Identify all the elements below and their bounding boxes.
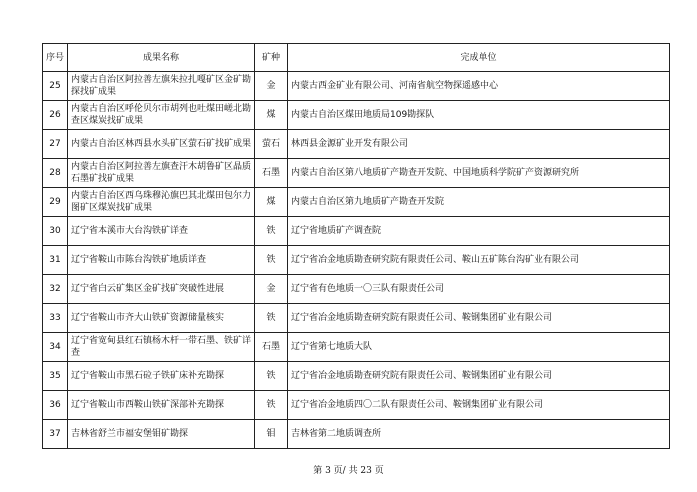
- cell-name: 吉林省舒兰市福安堡钼矿勘探: [68, 420, 255, 449]
- cell-name: 内蒙古自治区阿拉善左旗朱拉扎嘎矿区金矿勘探找矿成果: [68, 72, 255, 101]
- cell-name: 辽宁省鞍山市齐大山铁矿资源储量核实: [68, 304, 255, 333]
- cell-mineral: 铁: [255, 217, 288, 246]
- cell-no: 37: [43, 420, 68, 449]
- cell-mineral: 铁: [255, 362, 288, 391]
- cell-name: 内蒙古自治区呼伦贝尔市胡列也吐煤田嵯北勘查区煤炭找矿成果: [68, 101, 255, 130]
- table-row: [43, 362, 670, 391]
- cell-name: 辽宁省鞍山市陈台沟铁矿地质详查: [68, 246, 255, 275]
- cell-mineral: 金: [255, 72, 288, 101]
- cell-unit: 辽宁省第七地质大队: [288, 333, 670, 362]
- cell-unit: 辽宁省地质矿产调查院: [288, 217, 670, 246]
- table-row: [43, 333, 670, 362]
- cell-no: 32: [43, 275, 68, 304]
- table-body: [43, 72, 670, 449]
- header-mineral: 矿种: [255, 44, 288, 72]
- header-name: 成果名称: [68, 44, 255, 72]
- table-header-row: [43, 44, 670, 72]
- achievement-table: [42, 43, 670, 449]
- cell-unit: 林西县金源矿业开发有限公司: [288, 130, 670, 159]
- cell-name: 辽宁省鞍山市西鞍山铁矿深部补充勘探: [68, 391, 255, 420]
- cell-unit: 内蒙古西金矿业有限公司、河南省航空物探遥感中心: [288, 72, 670, 101]
- cell-unit: 辽宁省冶金地质勘查研究院有限责任公司、鞍钢集团矿业有限公司: [288, 362, 670, 391]
- cell-mineral: 石墨: [255, 333, 288, 362]
- cell-unit: 内蒙古自治区煤田地质局109勘探队: [288, 101, 670, 130]
- cell-name: 辽宁省白云矿集区金矿找矿突破性进展: [68, 275, 255, 304]
- cell-unit: 吉林省第二地质调查所: [288, 420, 670, 449]
- cell-no: 28: [43, 159, 68, 188]
- cell-no: 27: [43, 130, 68, 159]
- cell-name: 辽宁省鞍山市黑石砬子铁矿床补充勘探: [68, 362, 255, 391]
- cell-mineral: 萤石: [255, 130, 288, 159]
- cell-no: 30: [43, 217, 68, 246]
- cell-no: 33: [43, 304, 68, 333]
- cell-mineral: 金: [255, 275, 288, 304]
- cell-mineral: 铁: [255, 246, 288, 275]
- table-row: [43, 159, 670, 188]
- table-row: [43, 217, 670, 246]
- page-number: 第 3 页/ 共 23 页: [313, 466, 384, 476]
- cell-unit: 内蒙古自治区第九地质矿产勘查开发院: [288, 188, 670, 217]
- cell-no: 35: [43, 362, 68, 391]
- cell-name: 内蒙古自治区西乌珠穆沁旗巴其北煤田包尔力图矿区煤炭找矿成果: [68, 188, 255, 217]
- cell-mineral: 煤: [255, 188, 288, 217]
- cell-name: 辽宁省本溪市大台沟铁矿详查: [68, 217, 255, 246]
- table-row: [43, 101, 670, 130]
- cell-unit: 辽宁省冶金地质勘查研究院有限责任公司、鞍山五矿陈台沟矿业有限公司: [288, 246, 670, 275]
- cell-mineral: 铁: [255, 391, 288, 420]
- table-row: [43, 304, 670, 333]
- cell-no: 29: [43, 188, 68, 217]
- cell-no: 36: [43, 391, 68, 420]
- header-no: 序号: [43, 44, 68, 72]
- cell-unit: 辽宁省有色地质一〇三队有限责任公司: [288, 275, 670, 304]
- cell-mineral: 石墨: [255, 159, 288, 188]
- cell-unit: 辽宁省冶金地质四〇二队有限责任公司、鞍钢集团矿业有限公司: [288, 391, 670, 420]
- cell-no: 34: [43, 333, 68, 362]
- table-row: [43, 420, 670, 449]
- cell-name: 内蒙古自治区林西县水头矿区萤石矿找矿成果: [68, 130, 255, 159]
- table-row: [43, 391, 670, 420]
- table-row: [43, 275, 670, 304]
- table-row: [43, 72, 670, 101]
- cell-name: 内蒙古自治区阿拉善左旗查汗木胡鲁矿区晶质石墨矿找矿成果: [68, 159, 255, 188]
- cell-no: 25: [43, 72, 68, 101]
- cell-mineral: 煤: [255, 101, 288, 130]
- cell-no: 26: [43, 101, 68, 130]
- table-row: [43, 188, 670, 217]
- cell-unit: 内蒙古自治区第八地质矿产勘查开发院、中国地质科学院矿产资源研究所: [288, 159, 670, 188]
- cell-unit: 辽宁省冶金地质勘查研究院有限责任公司、鞍钢集团矿业有限公司: [288, 304, 670, 333]
- header-unit: 完成单位: [288, 44, 670, 72]
- cell-no: 31: [43, 246, 68, 275]
- cell-mineral: 铁: [255, 304, 288, 333]
- cell-mineral: 钼: [255, 420, 288, 449]
- cell-name: 辽宁省宽甸县红石镇杨木杆一带石墨、铁矿详查: [68, 333, 255, 362]
- table-row: [43, 246, 670, 275]
- table-row: [43, 130, 670, 159]
